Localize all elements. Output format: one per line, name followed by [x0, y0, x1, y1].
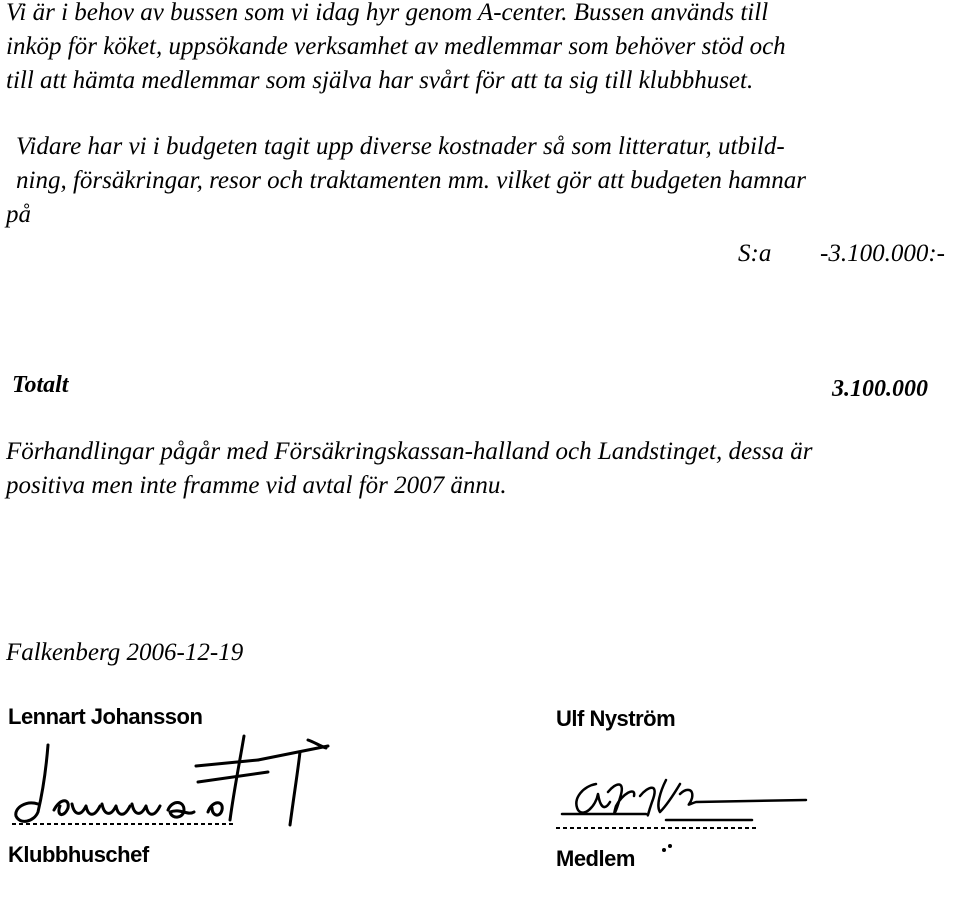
paragraph-negotiations: [6, 435, 813, 503]
text-line: inköp för köket, uppsökande verksamhet av medlemmar som behöver stöd och: [6, 33, 786, 60]
text-line: Förhandlingar pågår med Försäkringskassan-halland och Landstinget, dessa är: [6, 438, 813, 465]
sum-row: [738, 237, 945, 271]
signer-name: Lennart Johansson: [8, 704, 203, 729]
text-line: positiva men inte framme vid avtal för 2007 ännu.: [6, 472, 507, 499]
signer-role: Klubbhuschef: [8, 842, 149, 867]
signer-role: Medlem: [556, 846, 635, 871]
sum-label: S:a: [738, 240, 772, 267]
signer-name: Ulf Nyström: [556, 706, 676, 731]
text-line: till att hämta medlemmar som själva har svårt för att ta sig till klubbhuset.: [6, 67, 754, 94]
signature-block-right: [556, 702, 816, 882]
paragraph-budget-costs: [6, 130, 806, 232]
text-line: ning, försäkringar, resor och traktamenten mm. vilket gör att budgeten hamnar: [16, 167, 806, 194]
text-line: Vi är i behov av bussen som vi idag hyr genom A-center. Bussen används till: [6, 0, 769, 26]
signature-block-left: [8, 700, 338, 880]
total-value: 3.100.000: [832, 376, 928, 402]
text-line: Vidare har vi i budgeten tagit upp diverse kostnader så som litteratur, utbild-: [16, 133, 785, 160]
sum-value: -3.100.000:-: [820, 240, 945, 267]
paragraph-bus-need: [6, 0, 786, 98]
total-label: Totalt: [12, 372, 69, 398]
text-line: på: [6, 201, 31, 228]
place-date: Falkenberg 2006-12-19: [6, 639, 244, 666]
